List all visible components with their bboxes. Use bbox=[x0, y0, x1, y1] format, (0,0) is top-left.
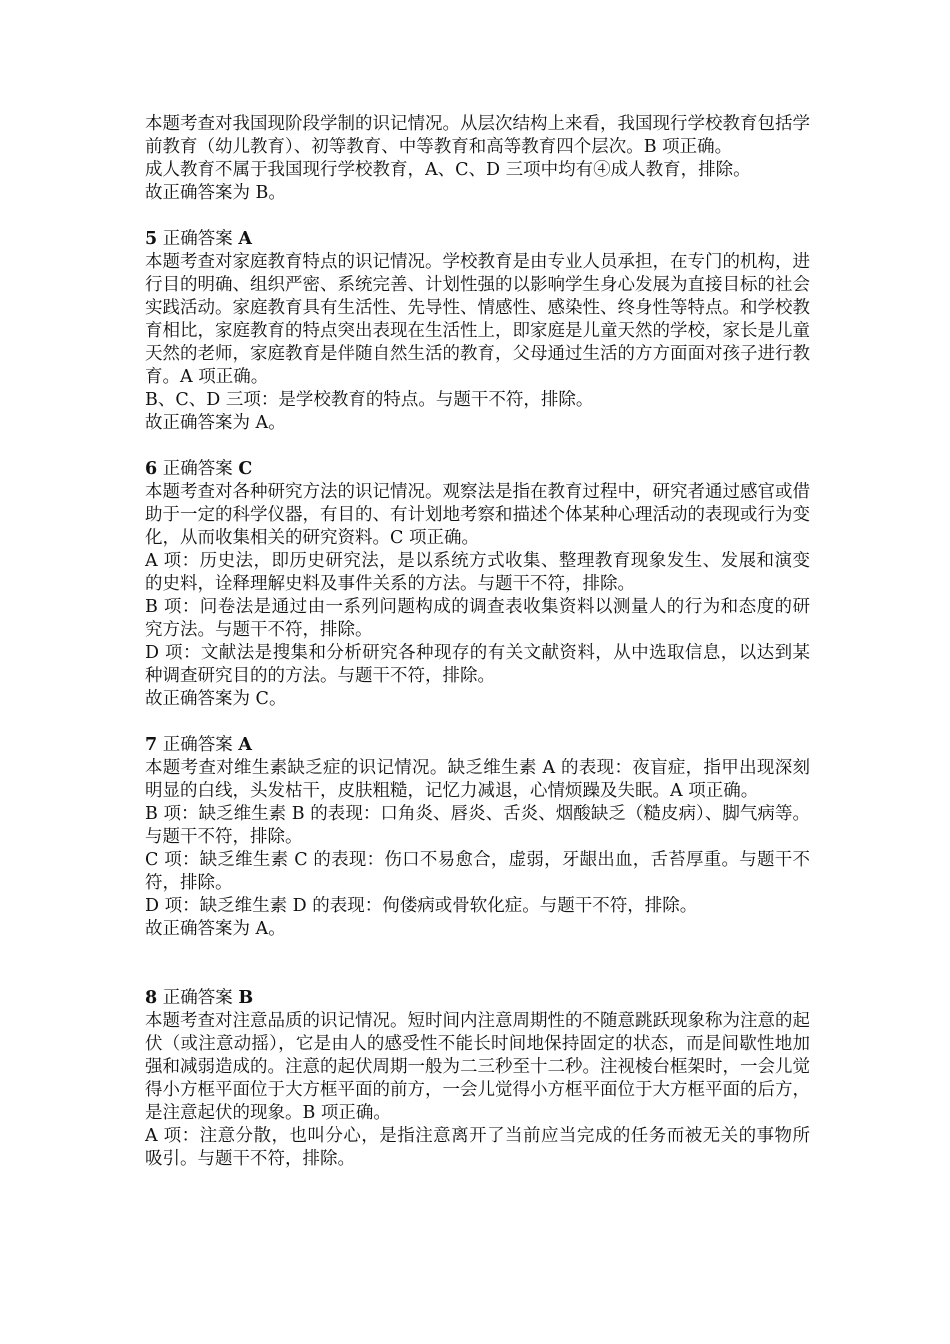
question-number: 7 bbox=[145, 735, 158, 755]
explanation-paragraph: D 项：文献法是搜集和分析研究各种现存的有关文献资料，从中选取信息，以达到某种调查研究目的的方法。与题干不符，排除。 bbox=[145, 643, 810, 686]
explanation-paragraph: 本题考查对各种研究方法的识记情况。观察法是指在教育过程中，研究者通过感官或借助于一定的科学仪器，有目的、有计划地考察和描述个体某种心理活动的表现或行为变化，从而收集相关的研究资料。C 项正确。 bbox=[145, 482, 810, 548]
intro-paragraph: 故正确答案为 B。 bbox=[145, 183, 286, 203]
explanation-paragraph: B 项：缺乏维生素 B 的表现：口角炎、唇炎、舌炎、烟酸缺乏（糙皮病）、脚气病等。与题干不符，排除。 bbox=[145, 804, 810, 847]
explanation-paragraph: C 项：缺乏维生素 C 的表现：伤口不易愈合，虚弱，牙龈出血，舌苔厚重。与题干不符，排除。 bbox=[145, 850, 810, 893]
answer-heading bbox=[145, 228, 810, 251]
explanation-paragraph: 本题考查对注意品质的识记情况。短时间内注意周期性的不随意跳跃现象称为注意的起伏（或注意动摇），它是由人的感受性不能长时间地保持固定的状态，而是间歇性地加强和减弱造成的。注意的起伏周期一般为二三秒至十二秒。注视棱台框架时，一会儿觉得小方框平面位于大方框平面的前方，一会儿觉得小方框平面位于大方框平面的后方，是注意起伏的现象。B 项正确。 bbox=[145, 1011, 810, 1123]
question-block-7 bbox=[145, 734, 810, 941]
answer-heading bbox=[145, 734, 810, 757]
intro-paragraph: 本题考查对我国现阶段学制的识记情况。从层次结构上来看，我国现行学校教育包括学前教育（幼儿教育）、初等教育、中等教育和高等教育四个层次。B 项正确。 bbox=[145, 114, 810, 157]
answer-letter: A bbox=[238, 229, 252, 249]
question-number: 8 bbox=[145, 988, 158, 1008]
explanation-paragraph: A 项：注意分散，也叫分心，是指注意离开了当前应当完成的任务而被无关的事物所吸引。与题干不符，排除。 bbox=[145, 1126, 810, 1169]
answer-label: 正确答案 bbox=[162, 988, 233, 1008]
explanation-paragraph: B 项：问卷法是通过由一系列问题构成的调查表收集资料以测量人的行为和态度的研究方法。与题干不符，排除。 bbox=[145, 597, 810, 640]
question-block-8 bbox=[145, 987, 810, 1171]
answer-label: 正确答案 bbox=[162, 459, 233, 479]
intro-block bbox=[145, 113, 810, 205]
explanation-paragraph: D 项：缺乏维生素 D 的表现：佝偻病或骨软化症。与题干不符，排除。 bbox=[145, 896, 698, 916]
answer-letter: B bbox=[238, 988, 254, 1008]
answer-letter: A bbox=[238, 735, 252, 755]
answer-heading bbox=[145, 987, 810, 1010]
question-number: 5 bbox=[145, 229, 158, 249]
answer-letter: C bbox=[238, 459, 253, 479]
intro-paragraph: 成人教育不属于我国现行学校教育，A、C、D 三项中均有④成人教育，排除。 bbox=[145, 160, 751, 180]
question-block-6 bbox=[145, 458, 810, 711]
question-block-5 bbox=[145, 228, 810, 435]
answer-heading bbox=[145, 458, 810, 481]
explanation-paragraph: 故正确答案为 C。 bbox=[145, 689, 287, 709]
question-number: 6 bbox=[145, 459, 158, 479]
explanation-paragraph: 故正确答案为 A。 bbox=[145, 413, 286, 433]
document-page bbox=[145, 113, 810, 1171]
explanation-paragraph: 故正确答案为 A。 bbox=[145, 919, 286, 939]
answer-label: 正确答案 bbox=[162, 229, 233, 249]
explanation-paragraph: B、C、D 三项：是学校教育的特点。与题干不符，排除。 bbox=[145, 390, 594, 410]
explanation-paragraph: 本题考查对家庭教育特点的识记情况。学校教育是由专业人员承担，在专门的机构，进行目的明确、组织严密、系统完善、计划性强的以影响学生身心发展为直接目标的社会实践活动。家庭教育具有生活性、先导性、情感性、感染性、终身性等特点。和学校教育相比，家庭教育的特点突出表现在生活性上，即家庭是儿童天然的学校，家长是儿童天然的老师，家庭教育是伴随自然生活的教育，父母通过生活的方方面面对孩子进行教育。A 项正确。 bbox=[145, 252, 810, 387]
explanation-paragraph: A 项：历史法，即历史研究法，是以系统方式收集、整理教育现象发生、发展和演变的史料，诠释理解史料及事件关系的方法。与题干不符，排除。 bbox=[145, 551, 810, 594]
explanation-paragraph: 本题考查对维生素缺乏症的识记情况。缺乏维生素 A 的表现：夜盲症，指甲出现深刻明显的白线，头发枯干，皮肤粗糙，记忆力减退，心情烦躁及失眠。A 项正确。 bbox=[145, 758, 810, 801]
answer-label: 正确答案 bbox=[162, 735, 233, 755]
